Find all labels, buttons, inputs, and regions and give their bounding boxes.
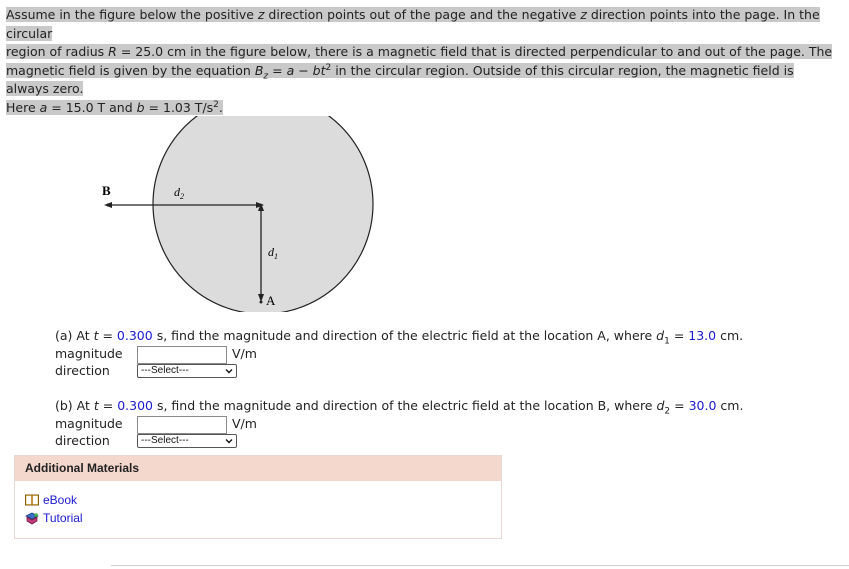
tutorial-link[interactable]: Tutorial [25, 509, 501, 527]
part-a-direction-select[interactable]: ---Select--- [137, 364, 237, 378]
label-d2: $d_2$ [174, 185, 184, 201]
label-B: B [102, 183, 111, 198]
part-a [55, 327, 775, 379]
problem-statement: Assume in the figure below the positive z direction points out of the page and the negative z direction points into the page. In the circular region of radius R = 25.0 cm in the figure below, there is a magnetic field that is directed perpendicular to and out of the page. The magnetic field is given by the equation $B_z = a - bt^2$ in the circular region. Outside of this circular region, the magnetic field is always zero. Here a = 15.0 T and b = 1.03 $T/s^2$. [6, 7, 833, 115]
part-b [55, 397, 775, 449]
point-B-dot [107, 204, 110, 207]
ebook-link[interactable]: eBook [25, 491, 501, 509]
additional-materials-title: Additional Materials [15, 456, 501, 481]
magnitude-unit: V/m [232, 346, 257, 361]
chevron-down-icon [225, 437, 233, 445]
label-A: A [266, 293, 276, 308]
field-region-circle [153, 116, 373, 312]
part-a-question: (a) At t = 0.300 s, find the magnitude and direction of the electric field at the location A, where $d_1 = 13.0$ cm. [55, 328, 744, 347]
magnetic-field-figure [96, 116, 386, 312]
magnitude-label: magnitude [55, 416, 123, 431]
direction-label: direction [55, 363, 110, 378]
part-b-direction-select[interactable]: ---Select--- [137, 434, 237, 448]
book-icon [25, 494, 39, 506]
chevron-down-icon [225, 367, 233, 375]
direction-label: direction [55, 433, 110, 448]
part-b-question: (b) At t = 0.300 s, find the magnitude and direction of the electric field at the location B, where $d_2 = 30.0$ cm. [55, 398, 744, 417]
additional-materials-panel [14, 455, 502, 539]
magnitude-label: magnitude [55, 346, 123, 361]
magnitude-unit: V/m [232, 416, 257, 431]
point-A-dot [260, 301, 263, 304]
label-d1: $d_1$ [268, 245, 278, 261]
bottom-divider [111, 565, 849, 566]
tutorial-icon [25, 512, 39, 525]
